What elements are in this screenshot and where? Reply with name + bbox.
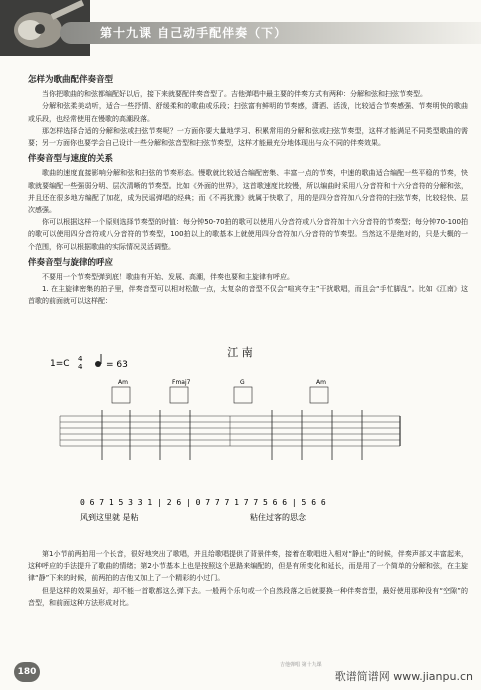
tab-note-marks (102, 410, 362, 460)
paragraph: 第1小节前两拍用一个长音，很好地突出了歌唱，并且给歌唱提供了背景伴奏，接着在歌唱进入相对“静止”的时候，伴奏声部又丰富起来，这种呼应的手法提升了歌曲的情绪；第2小节基本上也是按照这个思路来编配的，但是有所变化和延长，而是用了一个简单的分解和弦，在主旋律“静”下来的时候，前两拍的吉他又加上了一个精彩的小过门。 (28, 550, 468, 583)
page-header (0, 0, 481, 56)
paragraph: 分解和弦柔美动听，适合一些抒情、舒缓柔和的歌曲或乐段；扫弦富有鲜明的节奏感，潇洒、活泼，比较适合节奏感强、节奏明快的歌曲或乐段，也经常使用在慢歌的高潮段落。 (28, 102, 468, 123)
lesson-body (28, 70, 468, 308)
lyrics-line-2: 粘住过客的思念 (250, 513, 306, 522)
paragraph: 不要用一个节奏型弹到底！歌曲有开始、发展、高潮，伴奏也要和主旋律有呼应。 (42, 273, 294, 282)
chord-diagram (112, 379, 130, 403)
section-heading: 伴奏音型与旋律的呼应 (28, 257, 114, 268)
chord-name: Am (118, 379, 128, 386)
chord-diagram (234, 379, 252, 403)
score-key: 1=C (50, 359, 70, 369)
paragraph: 你可以根据这样一个原则选择节奏型的时值：每分钟50-70拍的歌可以使用八分音符或八分音符加十六分音符的节奏型；每分钟70-100拍的歌可以使用四分音符或八分音符的节奏型，100拍以上的歌基本上就使用四分音符加八分音符的节奏型。当然这不是绝对的，只是大概的一个范围，你可以根据歌曲的实际情况灵活调整。 (28, 218, 468, 251)
paragraph: 歌曲的速度直接影响分解和弦和扫弦的节奏形态。慢歌就比较适合编配密集、丰富一点的节奏，中速的歌曲适合编配一些平稳的节奏，快歌就要编配一些强弱分明、层次清晰的节奏型。比如《外面的世界》，这首歌速度比较慢，所以编曲时采用八分音符和十六分音符的分解和弦，并且还在很多地方编配了加花，成为民谣弹唱的经典；而《不再犹豫》就属于快歌了，用的是四分音符加八分音符的扫弦节奏，比较轻快、层次感强。 (28, 169, 468, 215)
section-3 (28, 257, 468, 308)
chord-name: Fmaj7 (172, 379, 191, 386)
paragraph: 但是这样的效果虽好，却不能一首歌都这么弹下去。一般两个乐句或一个自然段落之后就要换一种伴奏音型，最好使用那种没有“空隙”的音型，和前面这种方法形成对比。 (28, 586, 468, 607)
score-time-top: 4 (78, 355, 83, 363)
chord-diagrams (112, 379, 328, 403)
paragraph: 当你把歌曲的和弦都编配好以后，接下来就要配伴奏音型了。吉他弹唱中最主要的伴奏方式有两种：分解和弦和扫弦节奏型。 (42, 90, 427, 99)
section-heading: 伴奏音型与速度的关系 (28, 154, 114, 165)
page-title: 第十九课 自己动手配伴奏（下） (100, 26, 288, 40)
chord-diagram (310, 379, 328, 403)
lyrics-line-1: 风到这里就 是粘 (80, 513, 139, 522)
after-score-body (28, 548, 468, 609)
section-heading: 怎样为歌曲配伴奏音型 (28, 75, 114, 85)
page-footer (0, 650, 481, 690)
score-tempo: = 63 (106, 360, 128, 370)
chord-name: G (240, 379, 245, 386)
chord-name: Am (316, 379, 326, 386)
quarter-note-icon (95, 361, 101, 367)
paragraph: 1. 在主旋律密集的拍子里，伴奏音型可以相对松散一点，太复杂的音型不仅会“喧宾夺主”干扰歌唱，而且会“手忙脚乱”。比如《江南》这首歌的前面就可以这样配： (28, 285, 468, 306)
chord-diagram (170, 379, 191, 403)
tab-staff (60, 416, 400, 446)
section-2 (28, 153, 468, 253)
site-watermark: 歌谱简谱网 www.jianpu.cn (334, 670, 473, 683)
page-number: 180 (14, 662, 40, 682)
jianpu-line: 0 6 7 1 5 3 3 1 | 2 6 | 0 7 7 7 1 7 7 5 6 6 | 5 6 6 (80, 498, 326, 507)
score-title: 江 南 (227, 346, 253, 359)
guitar-score (40, 340, 460, 540)
footer-note: 吉他弹唱 第十九课 (280, 662, 322, 668)
section-1 (28, 74, 468, 149)
paragraph: 那怎样选择合适的分解和弦或扫弦节奏呢？一方面你要大量地学习、积累常用的分解和弦或扫弦节奏型，这样才能满足不同类型歌曲的需要；另一方面你也要学会自己设计一些分解和弦音型和扫弦节奏型，这样才能最充分地体现出与众不同的伴奏效果。 (28, 126, 468, 148)
score-time-bottom: 4 (78, 363, 83, 371)
